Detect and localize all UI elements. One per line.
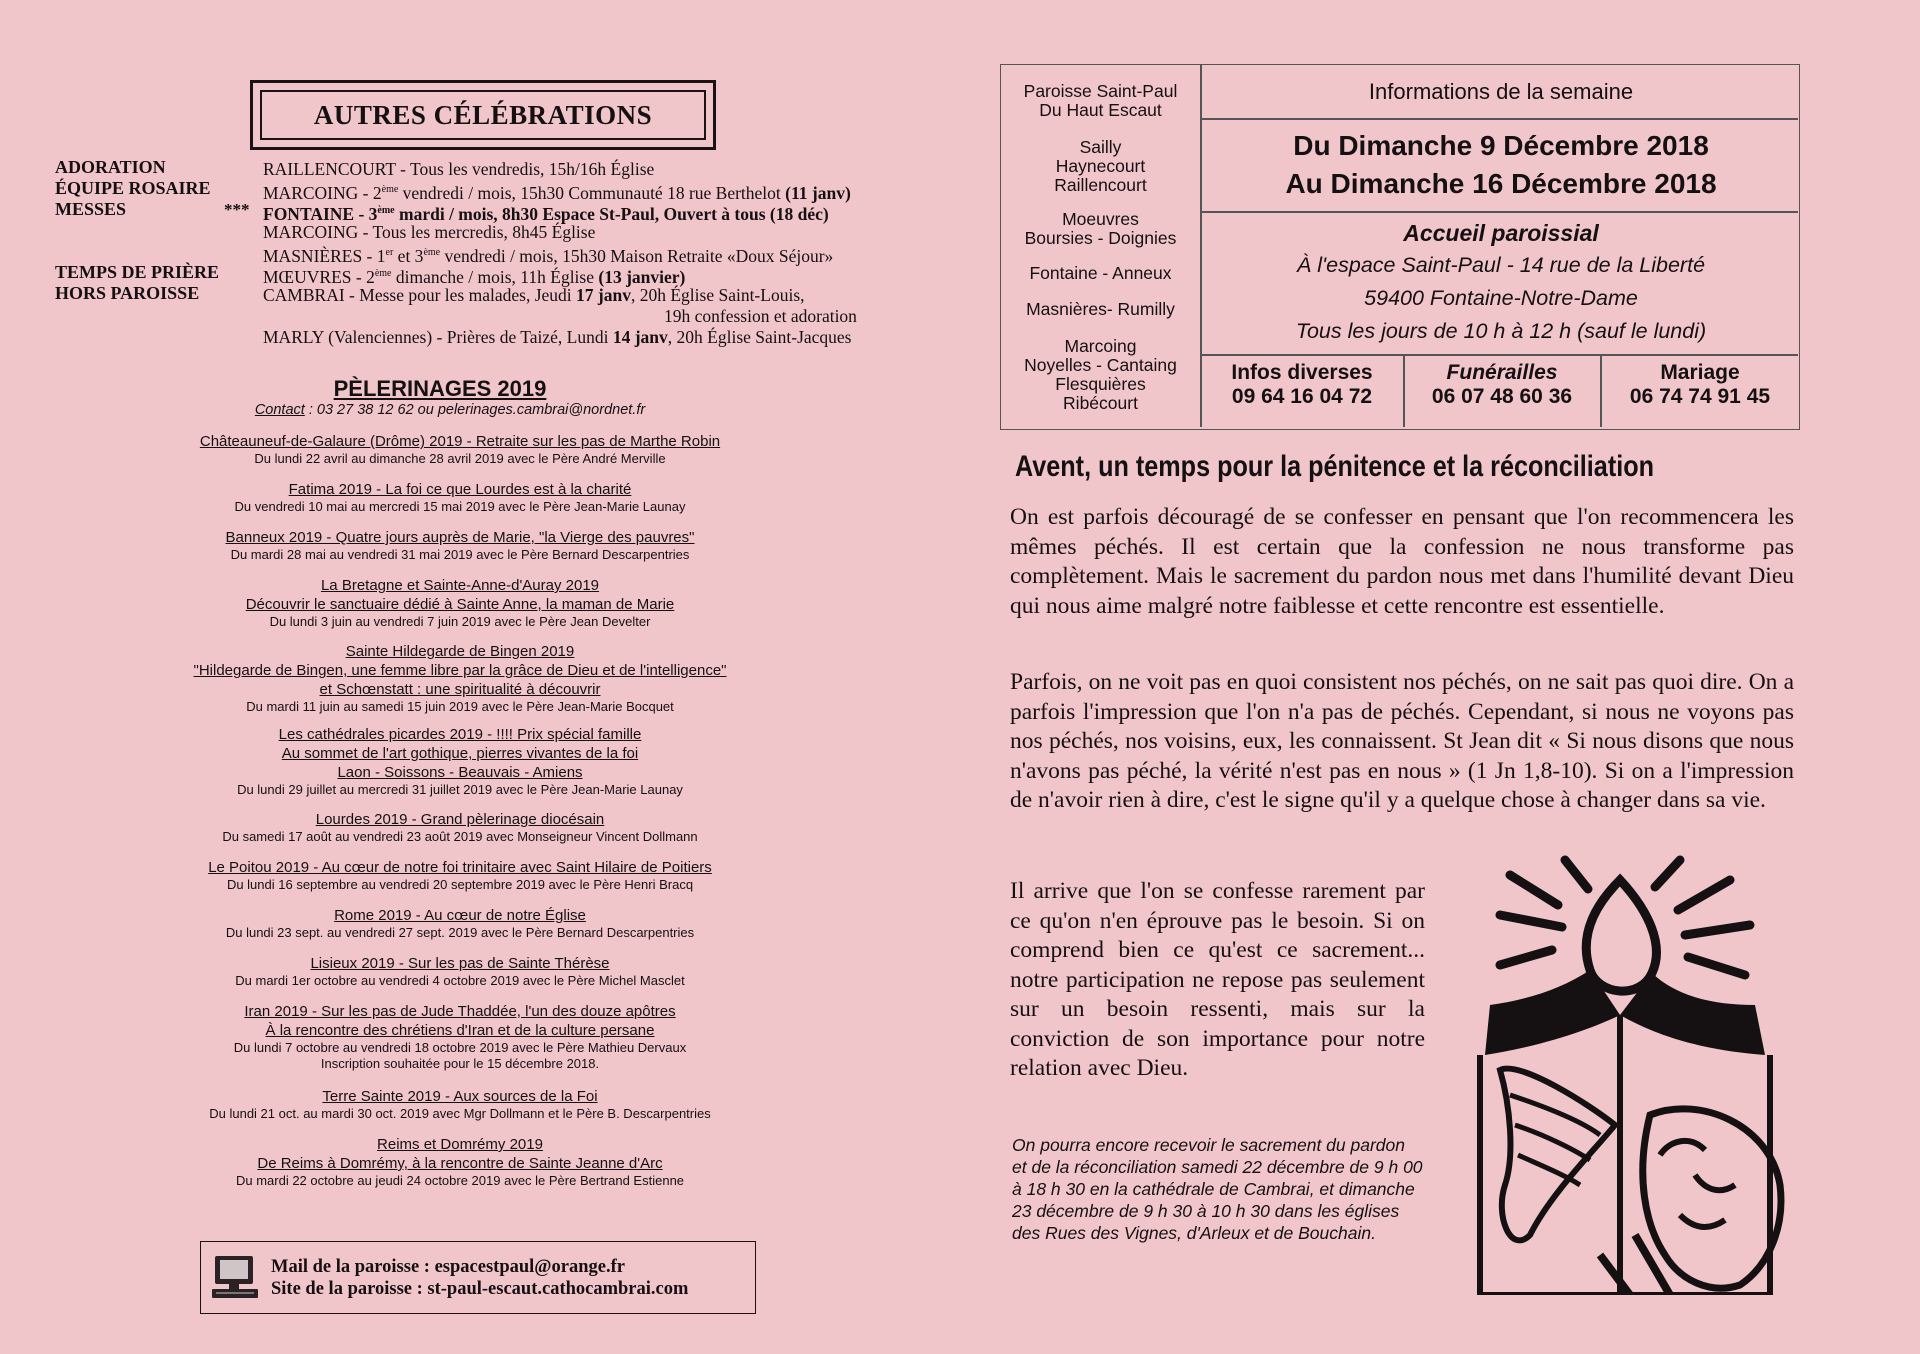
pelerinage-title: Reims et Domrémy 2019 <box>377 1136 543 1153</box>
pelerinage-item <box>130 954 790 989</box>
pelerinage-date: Du vendredi 10 mai au mercredi 15 mai 2019 avec le Père Jean-Marie Launay <box>234 499 686 514</box>
pelerinage-item <box>130 432 790 467</box>
pelerinage-title: Banneux 2019 - Quatre jours auprès de Marie, "la Vierge des pauvres" <box>225 529 695 546</box>
computer-icon <box>211 1254 261 1302</box>
pelerinage-date: Du samedi 17 août au vendredi 23 août 2019 avec Monseigneur Vincent Dollmann <box>222 829 698 844</box>
celebrations-title-box <box>250 80 716 150</box>
pelerinage-title: Au sommet de l'art gothique, pierres vivantes de la foi <box>281 745 639 762</box>
pelerinage-date: Du lundi 22 avril au dimanche 28 avril 2019 avec le Père André Merville <box>254 451 666 466</box>
parish-group-fontaine: Fontaine - Anneux <box>1029 263 1172 283</box>
pelerinage-title: Rome 2019 - Au cœur de notre Église <box>334 907 586 924</box>
stars-marker: *** <box>224 200 250 219</box>
pelerinage-date: Du lundi 21 oct. au mardi 30 oct. 2019 avec Mgr Dollmann et le Père B. Descarpentries <box>209 1106 711 1121</box>
label-temps-priere: TEMPS DE PRIÈRE <box>55 262 220 282</box>
pelerinage-title: Les cathédrales picardes 2019 - !!!! Prix spécial famille <box>278 726 642 743</box>
accueil-title: Accueil paroissial <box>1403 220 1599 246</box>
pelerinage-title: et Schœnstatt : une spiritualité à découvrir <box>319 681 601 698</box>
line-cambrai-confession: 19h confession et adoration <box>664 306 857 326</box>
pelerinage-title: La Bretagne et Sainte-Anne-d'Auray 2019 <box>320 577 600 594</box>
pelerinage-date: Inscription souhaitée pour le 15 décembre 2018. <box>320 1056 600 1071</box>
contact-funerailles: Funérailles 06 07 48 60 36 <box>1431 361 1573 408</box>
parish-group-sailly: Sailly Haynecourt Raillencourt <box>1054 137 1147 195</box>
pelerinage-date: Du lundi 7 octobre au vendredi 18 octobre 2019 avec le Père Mathieu Dervaux <box>233 1040 687 1055</box>
pelerinage-title: Terre Sainte 2019 - Aux sources de la Foi <box>322 1088 598 1105</box>
celebrations-title: AUTRES CÉLÉBRATIONS <box>260 90 706 140</box>
line-marcoing-messe: MARCOING - Tous les mercredis, 8h45 Église <box>263 222 596 242</box>
pelerinage-item <box>130 1002 790 1072</box>
mail-box <box>200 1241 756 1314</box>
line-masnieres: MASNIÈRES - 1er et 3ème vendredi / mois, 15h30 Maison Retraite «Doux Séjour» <box>263 245 834 266</box>
pelerinage-item <box>130 576 790 630</box>
pelerinage-date: Du lundi 23 sept. au vendredi 27 sept. 2019 avec le Père Bernard Descarpentries <box>225 925 695 940</box>
mail-line: Mail de la paroisse : espacestpaul@orange.fr <box>271 1257 625 1277</box>
article-title: Avent, un temps pour la pénitence et la réconciliation <box>1015 450 1655 483</box>
accueil-address: À l'espace Saint-Paul - 14 rue de la Liberté <box>1296 253 1706 277</box>
pelerinages-title: PÈLERINAGES 2019 <box>333 376 547 401</box>
pelerinage-title: Le Poitou 2019 - Au cœur de notre foi trinitaire avec Saint Hilaire de Poitiers <box>208 859 712 876</box>
week-dates: Du Dimanche 9 Décembre 2018 Au Dimanche 16 Décembre 2018 <box>1285 130 1717 199</box>
pelerinage-title: Châteauneuf-de-Galaure (Drôme) 2019 - Retraite sur les pas de Marthe Robin <box>199 433 721 450</box>
pelerinage-item <box>130 1135 790 1189</box>
parish-group-masnieres: Masnières- Rumilly <box>1026 299 1175 319</box>
label-messes: MESSES <box>55 199 127 219</box>
line-cambrai: CAMBRAI - Messe pour les malades, Jeudi 17 janv, 20h Église Saint-Louis, <box>263 285 805 305</box>
line-marcoing-rosaire: MARCOING - 2ème vendredi / mois, 15h30 Communauté 18 rue Berthelot (11 janv) <box>263 182 851 203</box>
parish-group-marcoing: Marcoing Noyelles - Cantaing Flesquières Ribécourt <box>1024 336 1177 413</box>
pelerinage-item <box>130 725 790 798</box>
line-fontaine: FONTAINE - 3ème mardi / mois, 8h30 Espace St-Paul, Ouvert à tous (18 déc) <box>263 203 829 224</box>
pelerinage-title: De Reims à Domrémy, à la rencontre de Sainte Jeanne d'Arc <box>257 1155 663 1172</box>
article-paragraph-1: On est parfois découragé de se confesser en pensant que l'on recommencera les mêmes péchés. Il est certain que la confession ne nous transforme pas complètement. Mais le sacrement du pardon nous met dans l'humilité devant Dieu qui nous aime malgré notre faiblesse et cette rencontre est essentielle. <box>1010 504 1794 619</box>
line-moeuvres: MŒUVRES - 2ème dimanche / mois, 11h Église (13 janvier) <box>263 266 686 287</box>
pelerinage-title: Lourdes 2019 - Grand pèlerinage diocésain <box>315 811 605 828</box>
pelerinage-title: Iran 2019 - Sur les pas de Jude Thaddée, l'un des douze apôtres <box>244 1003 676 1020</box>
label-hors-paroisse: HORS PAROISSE <box>55 283 200 303</box>
pelerinage-title: Lisieux 2019 - Sur les pas de Sainte Thérèse <box>310 955 610 972</box>
accueil-hours: Tous les jours de 10 h à 12 h (sauf le lundi) <box>1295 319 1707 343</box>
pelerinage-title: À la rencontre des chrétiens d'Iran et de la culture persane <box>265 1022 655 1039</box>
semaine-title: Informations de la semaine <box>1368 79 1634 104</box>
line-raillencourt: RAILLENCOURT - Tous les vendredis, 15h/16h Église <box>263 159 655 179</box>
pelerinage-date: Du mardi 22 octobre au jeudi 24 octobre 2019 avec le Père Bertrand Estienne <box>235 1173 685 1188</box>
pelerinage-title: "Hildegarde de Bingen, une femme libre par la grâce de Dieu et de l'intelligence" <box>193 662 727 679</box>
parish-name: Paroisse Saint-Paul Du Haut Escaut <box>1023 81 1178 120</box>
pelerinage-item <box>130 810 790 845</box>
pelerinage-item <box>130 642 790 715</box>
pelerinage-item <box>130 480 790 515</box>
pelerinage-item <box>130 1087 790 1122</box>
pelerinage-item <box>130 906 790 941</box>
pelerinage-title: Sainte Hildegarde de Bingen 2019 <box>345 643 575 660</box>
label-equipe-rosaire: ÉQUIPE ROSAIRE <box>55 178 211 198</box>
pelerinage-date: Du lundi 16 septembre au vendredi 20 septembre 2019 avec le Père Henri Bracq <box>226 877 694 892</box>
pelerinage-date: Du mardi 1er octobre au vendredi 4 octobre 2019 avec le Père Michel Masclet <box>235 973 685 988</box>
article-paragraph-2: Parfois, on ne voit pas en quoi consistent nos péchés, on ne sait pas quoi dire. On a parfois l'impression que l'on n'a pas de péchés. Cependant, si nous ne voyons pas nos péchés, nos voisins, eux, les connaissent. St Jean dit « Si nous disons que nous n'avons pas péché, la vérité n'est pas en nous » (1 Jn 1,8-10). Si on a l'impression de n'avoir rien à dire, c'est le signe qu'il y a quelque chose à changer dans sa vie. <box>1010 669 1794 813</box>
parish-group-moeuvres: Moeuvres Boursies - Doignies <box>1024 209 1177 248</box>
line-marly: MARLY (Valenciennes) - Prières de Taizé, Lundi 14 janv, 20h Église Saint-Jacques <box>263 327 852 347</box>
confession-illustration <box>1440 855 1820 1295</box>
site-line: Site de la paroisse : st-paul-escaut.cathocambrai.com <box>271 1279 689 1299</box>
pelerinage-title: Fatima 2019 - La foi ce que Lourdes est à la charité <box>288 481 632 498</box>
pelerinage-item <box>130 858 790 893</box>
accueil-city: 59400 Fontaine-Notre-Dame <box>1364 286 1638 310</box>
article-paragraph-3: Il arrive que l'on se confesse rarement par ce qu'on n'en éprouve pas le besoin. Si on comprend bien ce qu'est ce sacrement... notre participation ne repose pas seulement sur un besoin ressenti, mais sur la conviction de son importance pour notre relation avec Dieu. <box>1010 878 1425 1081</box>
pelerinages-contact: Contact : 03 27 38 12 62 ou pelerinages.cambrai@nordnet.fr <box>254 402 646 418</box>
pelerinage-item <box>130 528 790 563</box>
pelerinage-date: Du mardi 11 juin au samedi 15 juin 2019 avec le Père Jean-Marie Bocquet <box>246 699 674 714</box>
pelerinage-date: Du lundi 29 juillet au mercredi 31 juillet 2019 avec le Père Jean-Marie Launay <box>237 782 683 797</box>
contact-mariage: Mariage 06 74 74 91 45 <box>1629 361 1771 408</box>
pelerinage-title: Découvrir le sanctuaire dédié à Sainte Anne, la maman de Marie <box>245 596 675 613</box>
contact-infos: Infos diverses 09 64 16 04 72 <box>1231 361 1373 408</box>
article-note: On pourra encore recevoir le sacrement du pardon et de la réconciliation samedi 22 décembre de 9 h 00 à 18 h 30 en la cathédrale de Cambrai, et dimanche 23 décembre de 9 h 30 à 10 h 30 dans les églises des Rues des Vignes, d'Arleux et de Bouchain. <box>1012 1135 1423 1243</box>
pelerinage-title: Laon - Soissons - Beauvais - Amiens <box>337 764 583 781</box>
info-box <box>1000 64 1800 430</box>
mail-text <box>271 1256 688 1300</box>
label-adoration: ADORATION <box>55 157 166 177</box>
pelerinage-date: Du mardi 28 mai au vendredi 31 mai 2019 avec le Père Bernard Descarpentries <box>230 547 690 562</box>
pelerinage-date: Du lundi 3 juin au vendredi 7 juin 2019 avec le Père Jean Develter <box>269 614 651 629</box>
